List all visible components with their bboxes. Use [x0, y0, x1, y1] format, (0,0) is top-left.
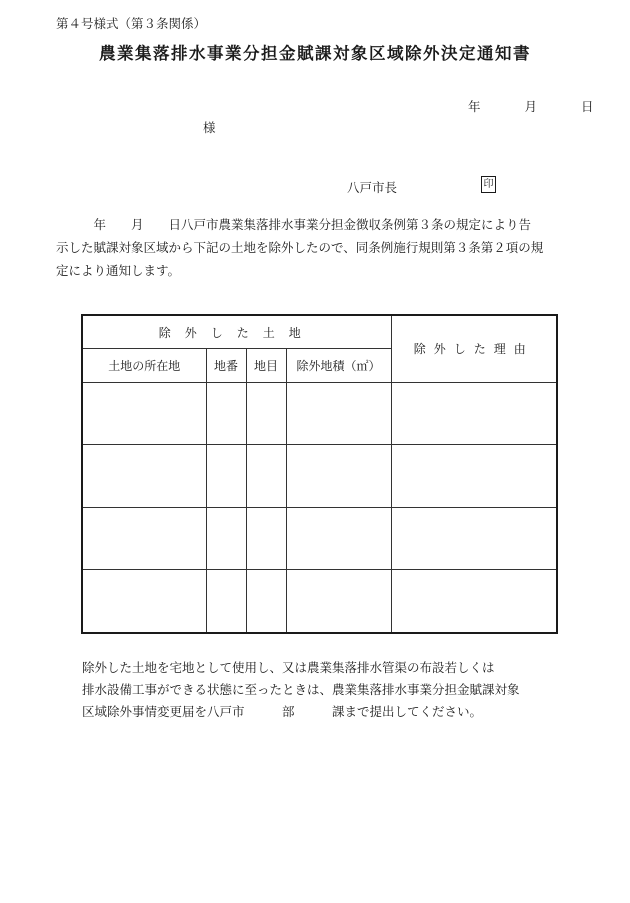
table-row	[82, 382, 557, 445]
notice-body	[56, 213, 586, 282]
exclusion-reason-header: 除外した理由	[391, 315, 557, 382]
notice-body-line: 定により通知します。	[56, 263, 181, 278]
table-row	[82, 445, 557, 508]
excluded-land-header: 除外した土地	[82, 315, 391, 349]
column-header-excluded-area: 除外地積（㎡）	[286, 349, 391, 382]
cell-location[interactable]	[82, 382, 206, 445]
cell-excluded-area[interactable]	[286, 570, 391, 633]
seal-mark: 印	[481, 176, 496, 193]
instruction-line: 区域除外事情変更届を八戸市 部 課まで提出してください。	[82, 704, 483, 719]
cell-land-category[interactable]	[246, 445, 286, 508]
cell-land-category[interactable]	[246, 570, 286, 633]
column-header-location: 土地の所在地	[82, 349, 206, 382]
submission-instructions	[82, 657, 520, 723]
cell-reason[interactable]	[391, 507, 557, 570]
cell-lot-number[interactable]	[206, 382, 246, 445]
cell-lot-number[interactable]	[206, 570, 246, 633]
cell-reason[interactable]	[391, 570, 557, 633]
notice-body-line: 示した賦課対象区域から下記の土地を除外したので、同条例施行規則第３条第２項の規	[56, 240, 544, 255]
cell-location[interactable]	[82, 445, 206, 508]
addressee-suffix: 様	[203, 120, 216, 135]
date-month-label: 月	[524, 99, 538, 114]
date-line	[468, 97, 594, 115]
cell-reason[interactable]	[391, 382, 557, 445]
table-row	[82, 507, 557, 570]
cell-reason[interactable]	[391, 445, 557, 508]
excluded-land-table	[81, 314, 558, 634]
cell-excluded-area[interactable]	[286, 507, 391, 570]
issuer: 八戸市長	[347, 180, 398, 195]
cell-lot-number[interactable]	[206, 445, 246, 508]
table-row	[82, 570, 557, 633]
cell-excluded-area[interactable]	[286, 382, 391, 445]
date-day-label: 日	[581, 99, 594, 114]
column-header-land-category: 地目	[246, 349, 286, 382]
notice-body-line: 年 月 日八戸市農業集落排水事業分担金徴収条例第３条の規定により告	[56, 217, 532, 232]
instruction-line: 除外した土地を宅地として使用し、又は農業集落排水管渠の布設若しくは	[82, 660, 495, 675]
form-number: 第４号様式（第３条関係）	[56, 16, 207, 31]
document-title: 農業集落排水事業分担金賦課対象区域除外決定通知書	[99, 44, 531, 63]
cell-location[interactable]	[82, 507, 206, 570]
cell-land-category[interactable]	[246, 507, 286, 570]
cell-excluded-area[interactable]	[286, 445, 391, 508]
column-header-lot-number: 地番	[206, 349, 246, 382]
cell-land-category[interactable]	[246, 382, 286, 445]
instruction-line: 排水設備工事ができる状態に至ったときは、農業集落排水事業分担金賦課対象	[82, 682, 520, 697]
cell-location[interactable]	[82, 570, 206, 633]
cell-lot-number[interactable]	[206, 507, 246, 570]
date-year-label: 年	[468, 99, 481, 114]
